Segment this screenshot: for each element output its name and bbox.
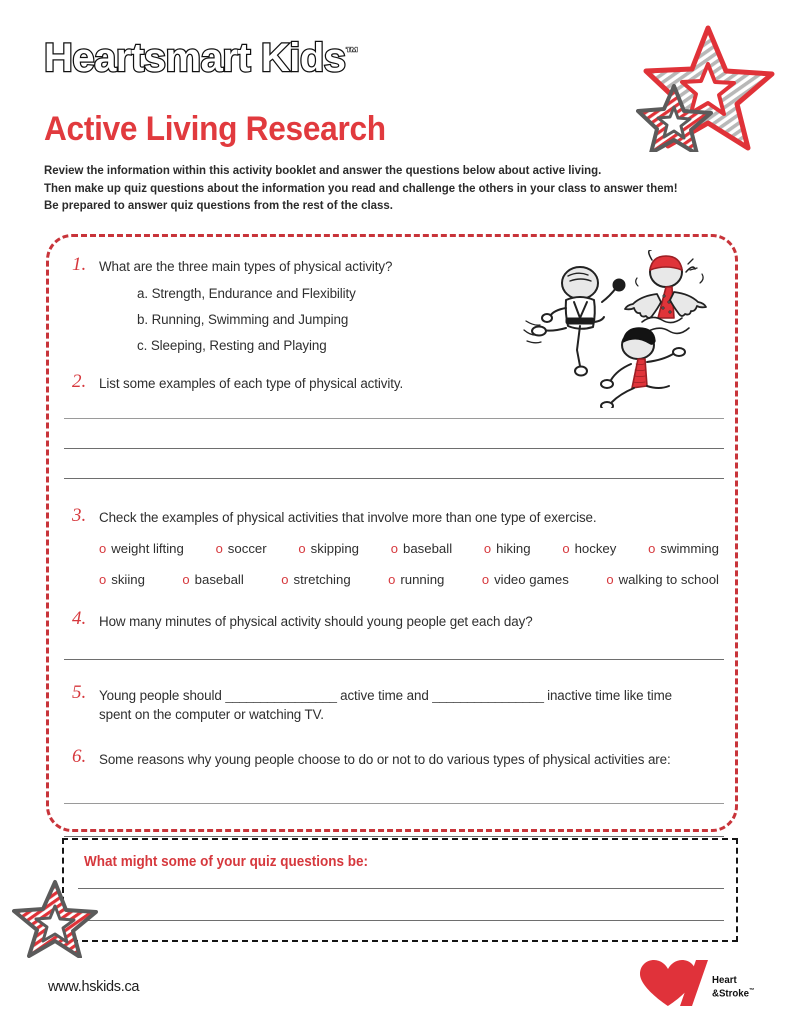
footer-url[interactable]: www.hskids.ca	[48, 979, 140, 995]
question-2-number: 2.	[72, 371, 87, 392]
checkbox-marker-icon: o	[99, 572, 107, 587]
quiz-questions-box	[62, 838, 738, 942]
checkbox-marker-icon: o	[648, 541, 656, 556]
checkbox-skipping[interactable]	[298, 541, 359, 556]
checkbox-label: running	[400, 572, 445, 587]
question-5-blank-1[interactable]: ________________	[225, 688, 337, 703]
logo-line-2-wrap	[712, 986, 755, 1000]
checkbox-soccer[interactable]	[216, 541, 267, 556]
checkbox-marker-icon: o	[562, 541, 570, 556]
checkbox-swimming[interactable]	[648, 541, 719, 556]
heart-and-stroke-logo	[638, 958, 758, 1010]
checkbox-marker-icon: o	[215, 541, 223, 556]
intro-line-1: Review the information within this activity booklet and answer the questions below about active living.	[44, 163, 602, 177]
question-5-text-part-2: active time and	[340, 688, 429, 703]
question-1-number: 1.	[72, 254, 87, 275]
checkbox-marker-icon: o	[483, 541, 492, 556]
answer-line[interactable]	[64, 659, 724, 660]
answer-line[interactable]	[64, 478, 724, 479]
question-2-text: List some examples of each type of physical activity.	[99, 376, 404, 391]
intro-paragraph	[44, 162, 695, 215]
checkbox-label: skipping	[310, 541, 360, 556]
brand-logo-text: Heartsmart Kids	[44, 36, 346, 80]
checkbox-baseball-2[interactable]	[182, 572, 243, 587]
question-5-text-line-2: spent on the computer or watching TV.	[99, 707, 324, 722]
checkbox-marker-icon: o	[281, 572, 289, 587]
checkbox-label: video games	[494, 572, 569, 587]
checkbox-marker-icon: o	[388, 572, 396, 587]
question-5-text-part-1: Young people should	[99, 688, 222, 703]
question-3-number: 3.	[72, 505, 87, 526]
logo-line-2: &Stroke	[712, 987, 750, 1000]
checkbox-row-1	[99, 541, 719, 556]
checkbox-marker-icon: o	[99, 541, 107, 556]
question-6-text: Some reasons why young people choose to do or not to do various types of physical activities are:	[99, 752, 671, 767]
checkbox-marker-icon: o	[182, 572, 190, 587]
checkbox-hockey[interactable]	[562, 541, 616, 556]
checkbox-label: walking to school	[618, 572, 719, 587]
question-1-option-a[interactable]: a. Strength, Endurance and Flexibility	[137, 286, 356, 301]
answer-line[interactable]	[64, 836, 724, 837]
checkbox-marker-icon: o	[606, 572, 614, 587]
answer-line[interactable]	[64, 448, 724, 449]
decorative-stars-icon	[636, 22, 786, 152]
checkbox-label: stretching	[293, 572, 351, 587]
quiz-answer-line[interactable]	[78, 888, 724, 889]
question-1-option-b[interactable]: b. Running, Swimming and Jumping	[137, 312, 349, 327]
question-1-option-c[interactable]: c. Sleeping, Resting and Playing	[137, 338, 327, 353]
checkbox-baseball[interactable]	[391, 541, 452, 556]
checkbox-marker-icon: o	[481, 572, 490, 587]
question-3-text: Check the examples of physical activities that involve more than one type of exercise.	[99, 510, 597, 525]
checkbox-label: skiing	[111, 572, 145, 587]
checkbox-marker-icon: o	[298, 541, 306, 556]
checkbox-label: soccer	[227, 541, 267, 556]
logo-trademark-icon: ™	[749, 988, 755, 994]
question-5-number: 5.	[72, 682, 87, 703]
checkbox-video-games[interactable]	[482, 572, 569, 587]
checkbox-skiing[interactable]	[99, 572, 145, 587]
checkbox-stretching[interactable]	[281, 572, 350, 587]
brand-logo	[44, 36, 358, 81]
checkbox-label: hockey	[574, 541, 617, 556]
logo-line-1: Heart	[712, 974, 737, 986]
answer-line[interactable]	[64, 803, 724, 804]
checkbox-label: weight lifting	[111, 541, 184, 556]
quiz-answer-line[interactable]	[62, 920, 724, 921]
trademark-icon: ™	[345, 44, 359, 60]
decorative-star-icon	[12, 878, 98, 958]
checkbox-label: hiking	[496, 541, 531, 556]
question-6-number: 6.	[72, 746, 87, 767]
question-5-text	[99, 686, 719, 724]
answer-line[interactable]	[64, 418, 724, 419]
checkbox-running[interactable]	[388, 572, 444, 587]
checkbox-row-2	[99, 572, 719, 587]
stick-figures-illustration-icon	[514, 250, 734, 408]
page-title: Active Living Research	[44, 110, 386, 148]
question-5-blank-2[interactable]: ________________	[432, 688, 544, 703]
intro-line-2: Then make up quiz questions about the information you read and challenge the others in your class to answer them!	[44, 180, 678, 195]
question-4-number: 4.	[72, 608, 87, 629]
checkbox-walking-to-school[interactable]	[606, 572, 719, 587]
checkbox-marker-icon: o	[390, 541, 398, 556]
heart-and-stroke-wordmark	[712, 975, 755, 1000]
checkbox-weight-lifting[interactable]	[99, 541, 184, 556]
checkbox-label: swimming	[660, 541, 719, 556]
intro-line-3: Be prepared to answer quiz questions from the rest of the class.	[44, 198, 393, 212]
question-5-text-part-3: inactive time like time	[547, 688, 673, 703]
checkbox-hiking[interactable]	[484, 541, 531, 556]
question-1-text: What are the three main types of physical activity?	[99, 259, 393, 274]
checkbox-label: baseball	[194, 572, 244, 587]
quiz-box-heading: What might some of your quiz questions be:	[84, 854, 368, 870]
question-4-text: How many minutes of physical activity should young people get each day?	[99, 614, 533, 629]
checkbox-label: baseball	[403, 541, 453, 556]
heart-icon	[638, 958, 710, 1008]
